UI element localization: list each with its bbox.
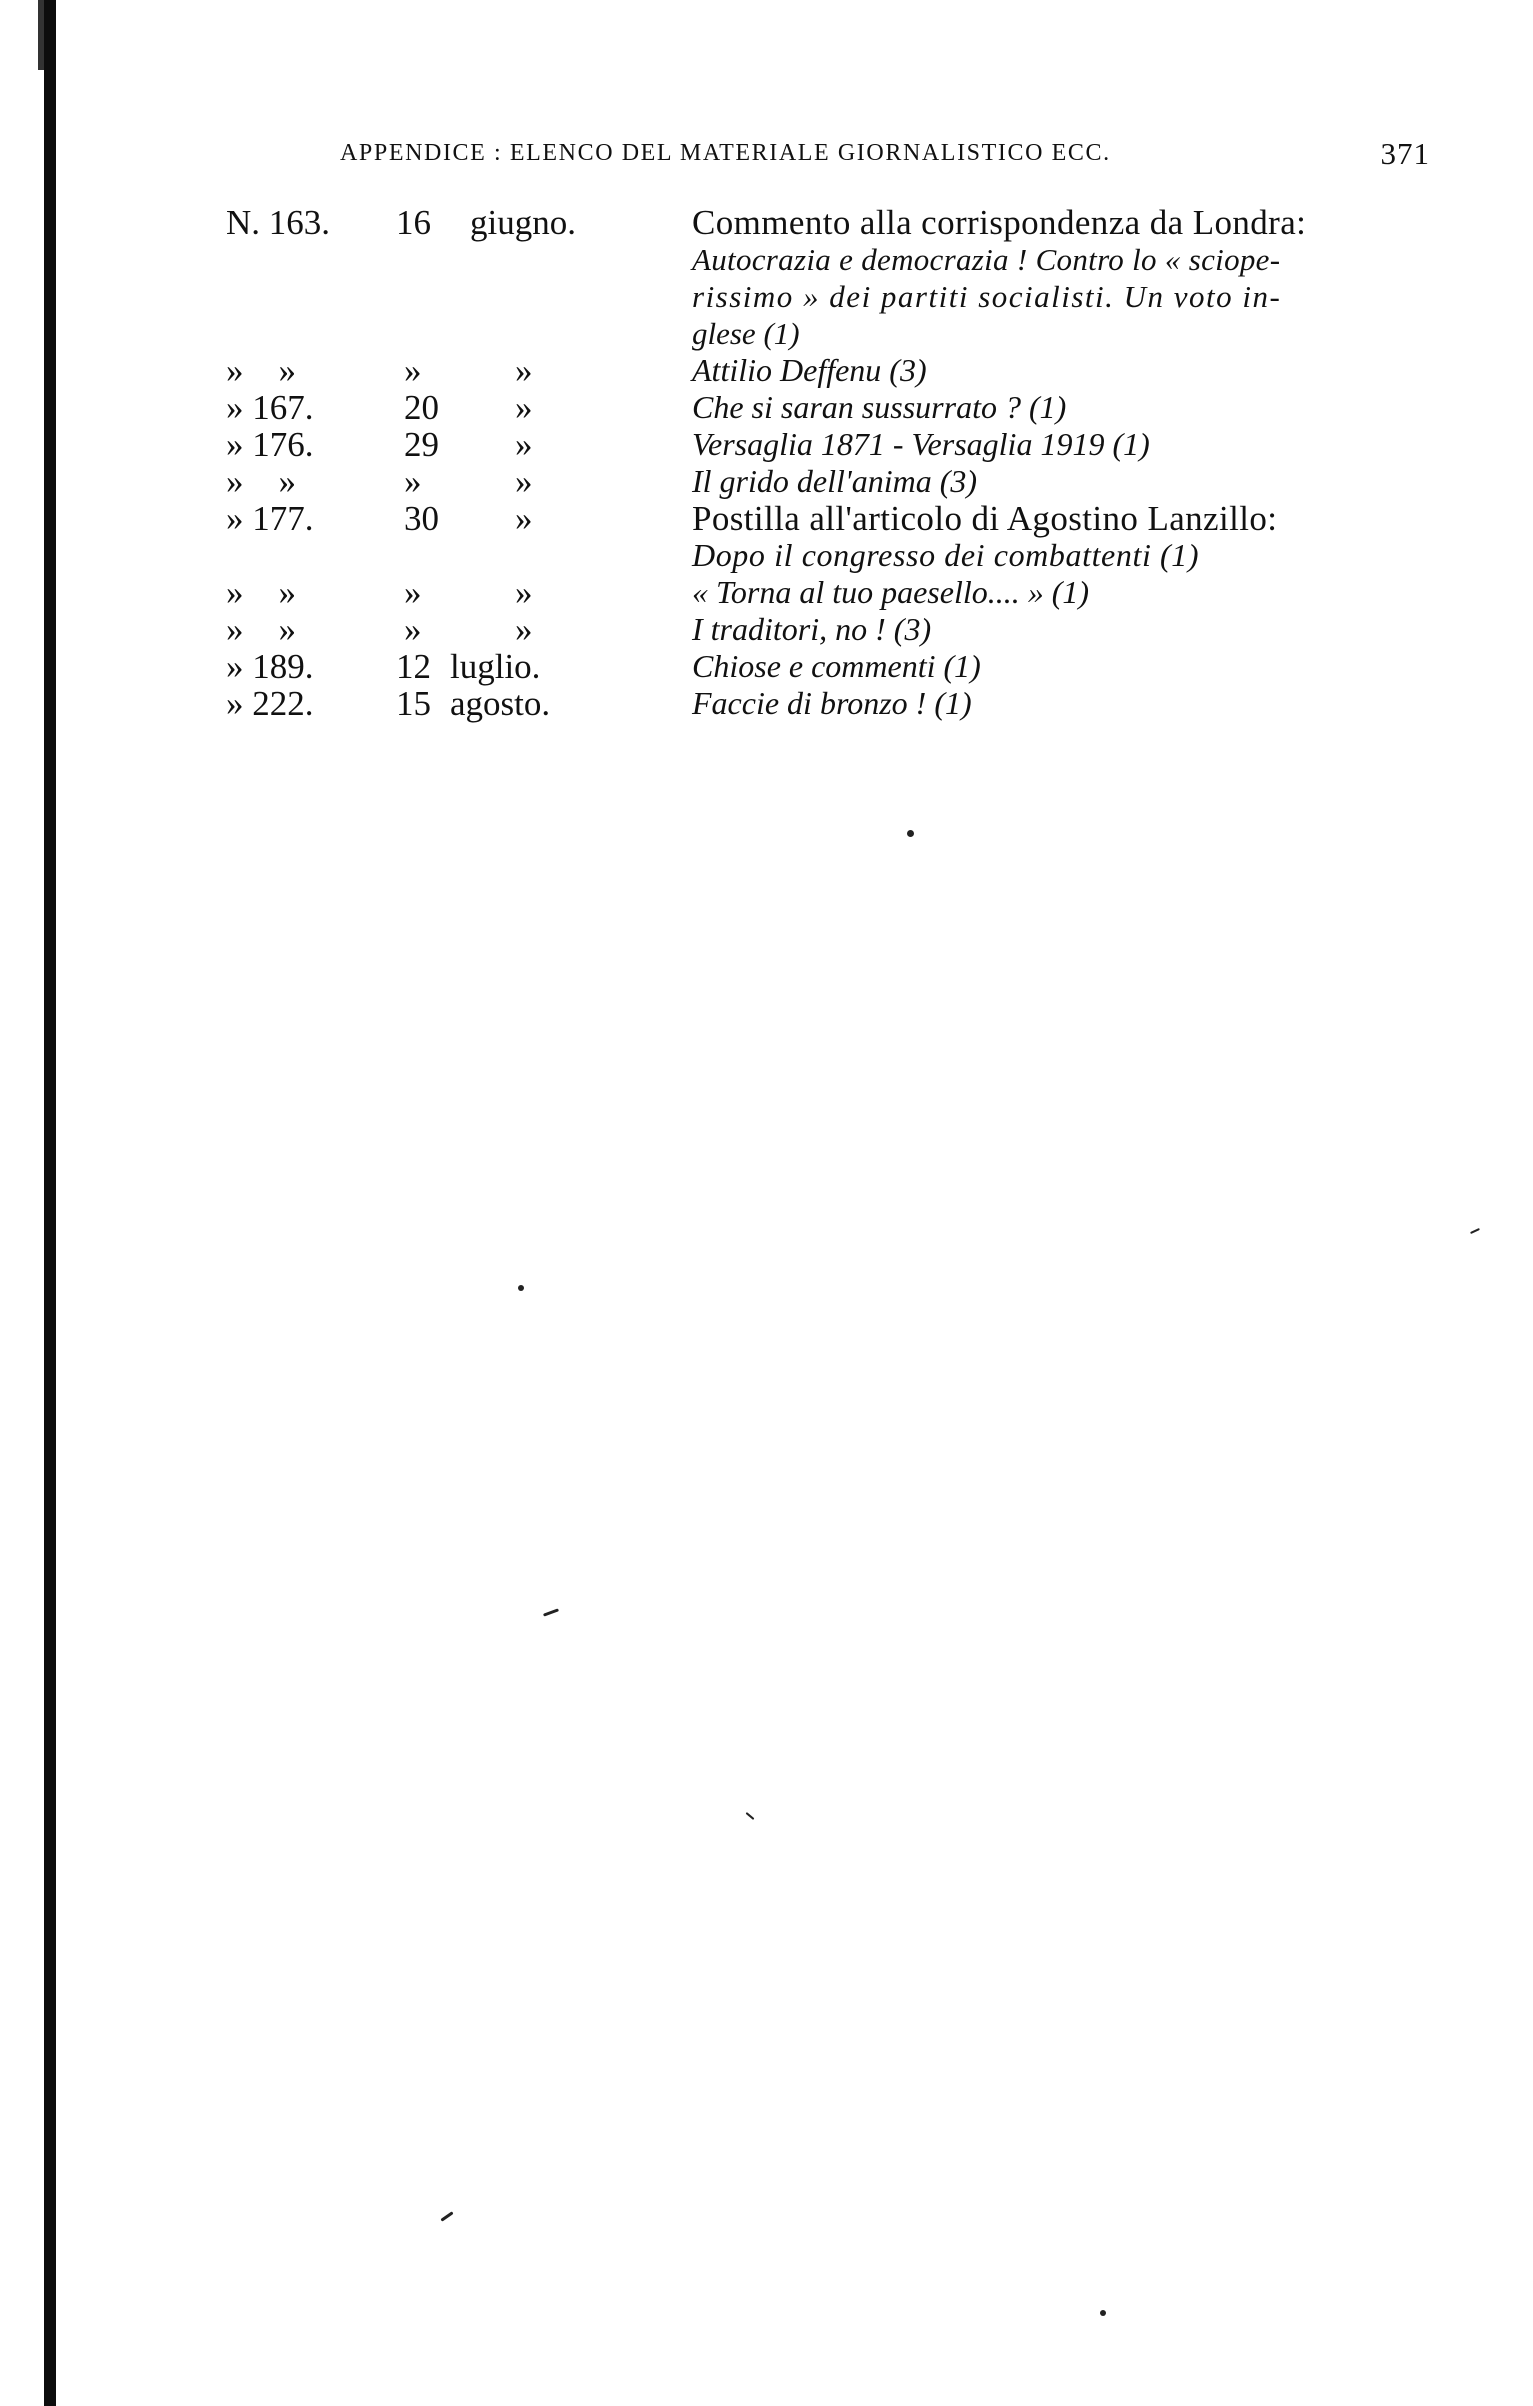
running-head (340, 136, 1430, 176)
article-title (692, 685, 1418, 722)
scan-speck (1470, 1228, 1480, 1234)
day: 20 (404, 388, 439, 427)
month: agosto. (450, 684, 551, 723)
list-item (226, 426, 1451, 463)
issue-number: » 167. (226, 388, 314, 427)
scan-speck (1100, 2310, 1106, 2316)
title-line: Postilla all'articolo di Agostino Lanzillo: (692, 499, 1278, 538)
issue-number: N. 163. (226, 203, 331, 242)
day: » (404, 573, 422, 612)
issue-number: » » (226, 573, 296, 612)
scan-speck (518, 1285, 524, 1291)
article-title (692, 500, 1418, 574)
article-title (692, 574, 1418, 611)
title-line: Faccie di bronzo ! (1) (692, 685, 972, 721)
title-line: Autocrazia e democrazia ! Contro lo « sciope- (692, 242, 1281, 277)
scan-speck (746, 1812, 755, 1820)
list-item (226, 204, 1451, 352)
month: giugno. (470, 203, 576, 242)
month: » (515, 573, 533, 612)
article-title (692, 352, 1418, 389)
issue-number: » 189. (226, 647, 314, 686)
month: » (515, 351, 533, 390)
title-line: Chiose e commenti (1) (692, 648, 981, 684)
title-line: rissimo » dei partiti socialisti. Un voto in- (692, 279, 1282, 314)
list-item (226, 685, 1451, 722)
page-binding-edge (44, 0, 56, 2406)
scan-speck (907, 830, 914, 837)
list-item (226, 648, 1451, 685)
title-line: glese (1) (692, 316, 800, 351)
month: » (515, 425, 533, 464)
list-item (226, 352, 1451, 389)
day: » (404, 462, 422, 501)
list-item (226, 500, 1451, 574)
day: » (404, 351, 422, 390)
issue-number: » » (226, 462, 296, 501)
day: 16 (396, 203, 431, 242)
article-title (692, 463, 1418, 500)
issue-number: » 222. (226, 684, 314, 723)
title-line: Dopo il congresso dei combattenti (1) (692, 537, 1200, 573)
page-number: 371 (1380, 136, 1430, 171)
article-title (692, 389, 1418, 426)
article-list (226, 204, 1451, 722)
article-title (692, 648, 1418, 685)
running-title: APPENDICE : ELENCO DEL MATERIALE GIORNALISTICO ECC. (340, 140, 1111, 166)
list-item (226, 463, 1451, 500)
issue-number: » 176. (226, 425, 314, 464)
issue-number: » » (226, 351, 296, 390)
title-line: I traditori, no ! (3) (692, 611, 932, 647)
title-line: Commento alla corrispondenza da Londra: (692, 203, 1307, 242)
title-line: Attilio Deffenu (3) (692, 352, 927, 388)
article-title (692, 611, 1418, 648)
month: luglio. (450, 647, 541, 686)
month: » (515, 610, 533, 649)
day: 15 (396, 684, 431, 723)
title-line: Il grido dell'anima (3) (692, 463, 978, 499)
day: 30 (404, 499, 439, 538)
month: » (515, 499, 533, 538)
list-item (226, 389, 1451, 426)
list-item (226, 611, 1451, 648)
month: » (515, 462, 533, 501)
list-item (226, 574, 1451, 611)
issue-number: » » (226, 610, 296, 649)
day: 29 (404, 425, 439, 464)
scan-speck (543, 1608, 559, 1616)
day: 12 (396, 647, 431, 686)
article-title (692, 204, 1418, 352)
title-line: « Torna al tuo paesello.... » (1) (692, 574, 1090, 610)
day: » (404, 610, 422, 649)
title-line: Che si saran sussurrato ? (1) (692, 389, 1067, 425)
month: » (515, 388, 533, 427)
article-title (692, 426, 1418, 463)
title-line: Versaglia 1871 - Versaglia 1919 (1) (692, 426, 1150, 462)
issue-number: » 177. (226, 499, 314, 538)
scan-speck (440, 2211, 453, 2221)
